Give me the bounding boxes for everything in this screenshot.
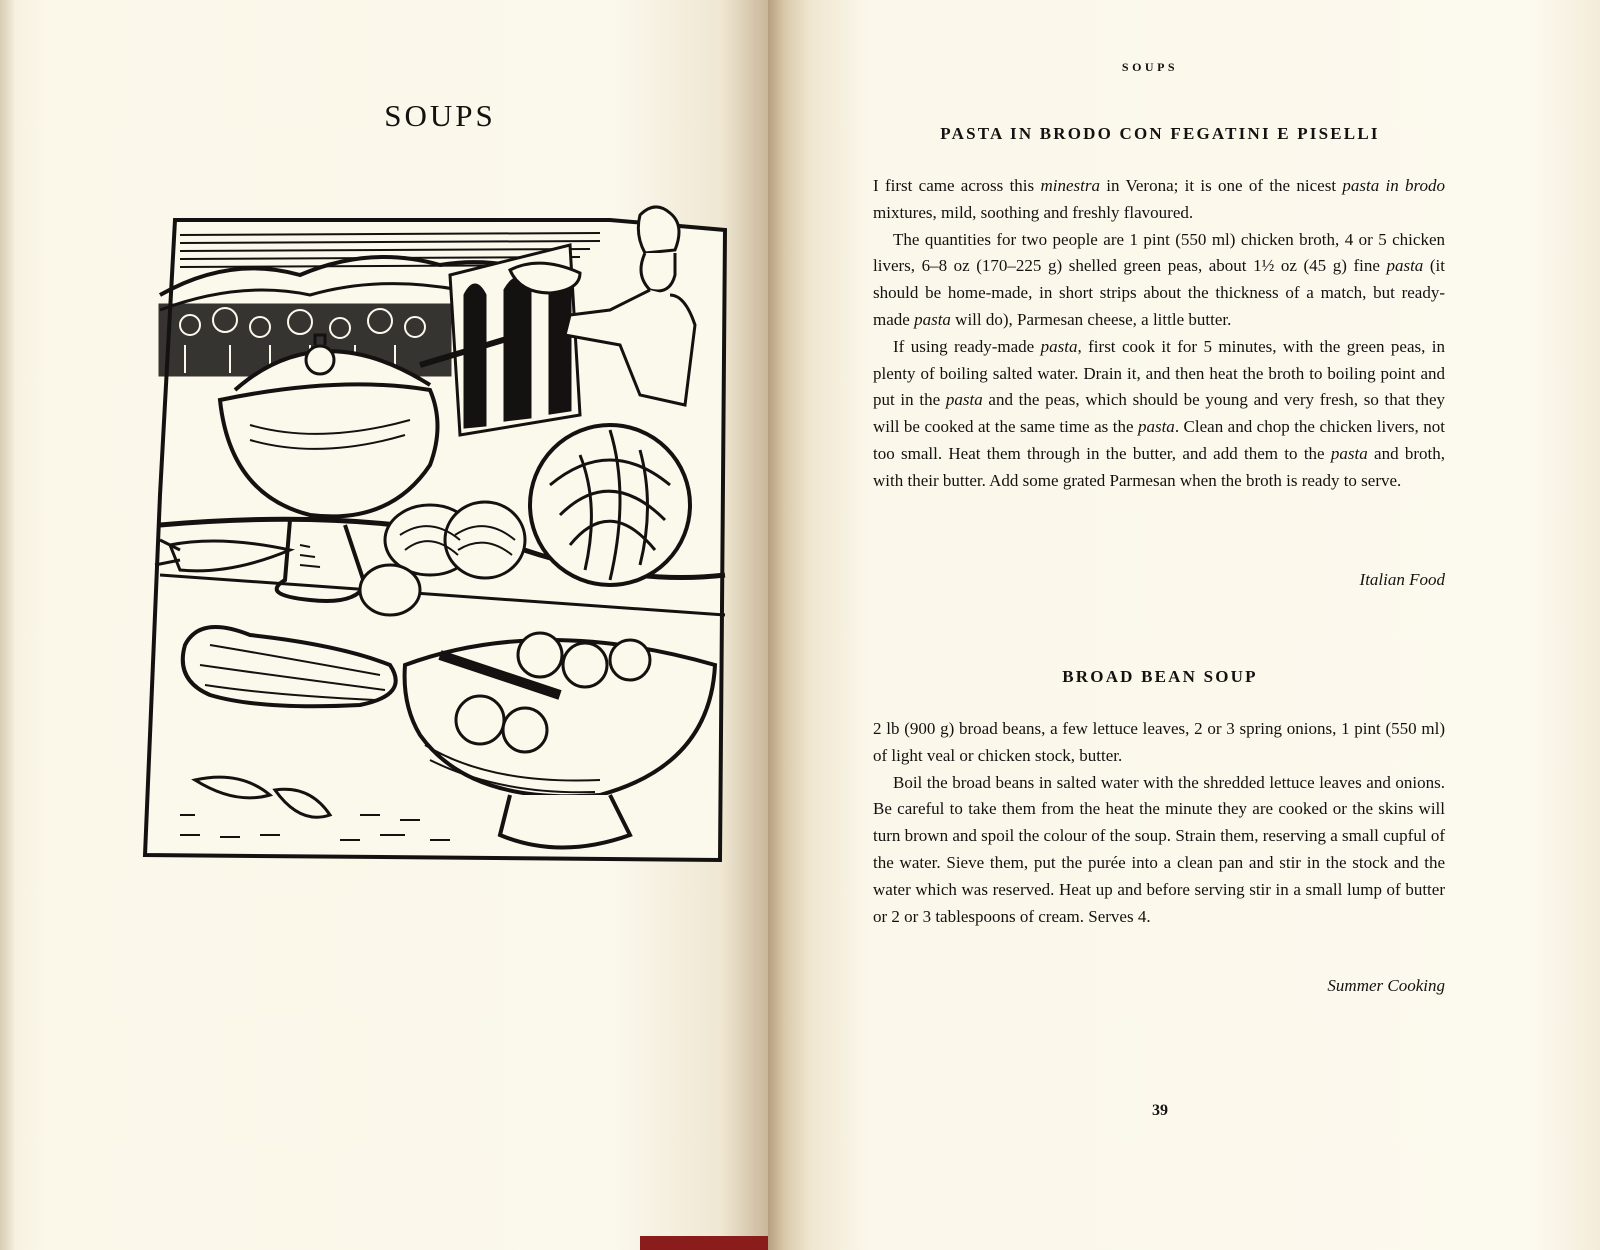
paragraph: Boil the broad beans in salted water with the shredded lettuce leaves and onions. Be careful to take them from the heat the minute they are cooked or the skins will turn brown and spoil the colour of the soup. Strain them, reserving a small cupful of the water. Sieve them, put the purée into a clean pan and stir in the stock and the water which was reserved. Heat up and before serving stir in a small lump of butter or 2 or 3 tablespoons of cream. Serves 4. [873,772,1445,926]
source-italian-food: Italian Food [1359,570,1445,589]
still-life-soup-tureen-illustration [140,195,740,885]
left-page [0,0,768,1250]
recipe-title-pasta-in-brodo: PASTA IN BRODO CON FEGATINI E PISELLI [940,124,1380,143]
source-summer-cooking: Summer Cooking [1327,976,1445,995]
recipe-title-broad-bean-soup: BROAD BEAN SOUP [1062,667,1258,686]
cover-edge [640,1236,768,1250]
page-edge [0,0,14,1250]
chapter-title: SOUPS [384,98,496,133]
page-number: 39 [1152,1102,1168,1119]
recipe-body-broad-bean-soup [873,716,1445,930]
paragraph: The quantities for two people are 1 pint (550 ml) chicken broth, 4 or 5 chicken livers, 6–8 oz (170–225 g) shelled green peas, about 1½ oz (45 g) fine pasta (it should be home-made, in short strips about the thickness of a match, but ready-made pasta will do), Parmesan cheese, a little butter. [873,229,1445,329]
paragraph: I first came across this minestra in Verona; it is one of the nicest pasta in brodo mixtures, mild, soothing and freshly flavoured. [873,176,1446,222]
paragraph: If using ready-made pasta, first cook it for 5 minutes, with the green peas, in plenty of boiling salted water. Drain it, and then heat the broth to boiling point and put in the pasta and the peas, which should be young and very fresh, so that they will be cooked at the same time as the pasta. Clean and chop the chicken livers, not too small. Heat them through in the butter, and add them to the pasta and broth, with their butter. Add some grated Parmesan when the broth is ready to serve. [873,336,1446,490]
paragraph: 2 lb (900 g) broad beans, a few lettuce leaves, 2 or 3 spring onions, 1 pint (550 ml) of light veal or chicken stock, butter. [873,719,1445,765]
recipe-body-pasta-in-brodo [873,173,1445,495]
running-head: SOUPS [1121,60,1179,74]
